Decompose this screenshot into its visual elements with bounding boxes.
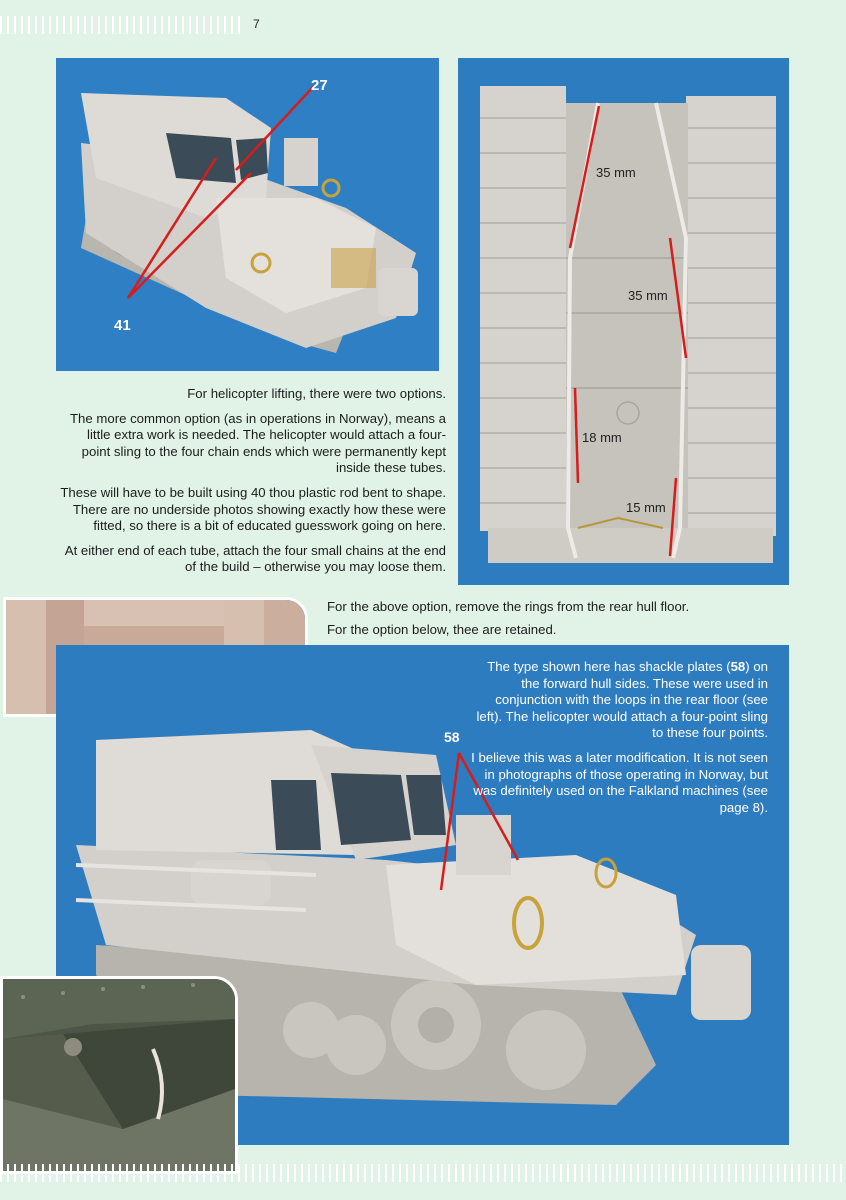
- measurement-label: 35 mm: [628, 288, 668, 303]
- paragraph: For the above option, remove the rings from the rear hull floor.: [327, 599, 690, 614]
- decorative-tick-bar-bottom: [0, 1164, 846, 1182]
- model-illustration-top-left: [56, 58, 439, 371]
- callout-27: 27: [311, 77, 328, 94]
- option-note-text: [327, 599, 787, 644]
- inset-photo-tube-detail: [0, 976, 238, 1174]
- paragraph: At either end of each tube, attach the four small chains at the end of the build – otherwise you may loose them.: [64, 542, 446, 575]
- paragraph: [470, 659, 768, 742]
- paragraph: These will have to be built using 40 thou plastic rod bent to shape. There are no underside photos showing exactly how these were fitted, so there is a bit of educated guesswork going on here.: [60, 484, 446, 534]
- model-illustration-tube: [3, 979, 235, 1171]
- text-span: ) on the forward hull sides. These were used in conjunction with the loops in the rear floor (see left). The helicopter would attach a four-point sling to these four points.: [476, 659, 768, 741]
- page-number: 7: [253, 17, 260, 31]
- measurement-label: 15 mm: [626, 500, 666, 515]
- measurement-label: 18 mm: [582, 430, 622, 445]
- photo-model-three-quarter-view: [56, 58, 439, 371]
- paragraph: For helicopter lifting, there were two options.: [187, 386, 446, 401]
- callout-58: 58: [444, 729, 460, 745]
- paragraph: I believe this was a later modification. It is not seen in photographs of those operating in Norway, but was definitely used on the Falkland machines (see page 8).: [471, 749, 768, 815]
- model-illustration-underside: [458, 58, 789, 585]
- measurement-label: 35 mm: [596, 165, 636, 180]
- paragraph: For the option below, thee are retained.: [327, 621, 557, 637]
- lifting-options-text: [60, 386, 446, 584]
- callout-reference: 58: [730, 659, 746, 674]
- photo-underside-view: [458, 58, 789, 585]
- shackle-plates-text: [470, 659, 768, 824]
- text-span: The type shown here has shackle plates (: [487, 659, 731, 674]
- callout-41: 41: [114, 317, 131, 334]
- decorative-tick-bar-top: [0, 16, 244, 34]
- paragraph: The more common option (as in operations in Norway), means a little extra work is needed. The helicopter would attach a four-point sling to the four chain ends which were permanently kept inside these tubes.: [69, 410, 446, 476]
